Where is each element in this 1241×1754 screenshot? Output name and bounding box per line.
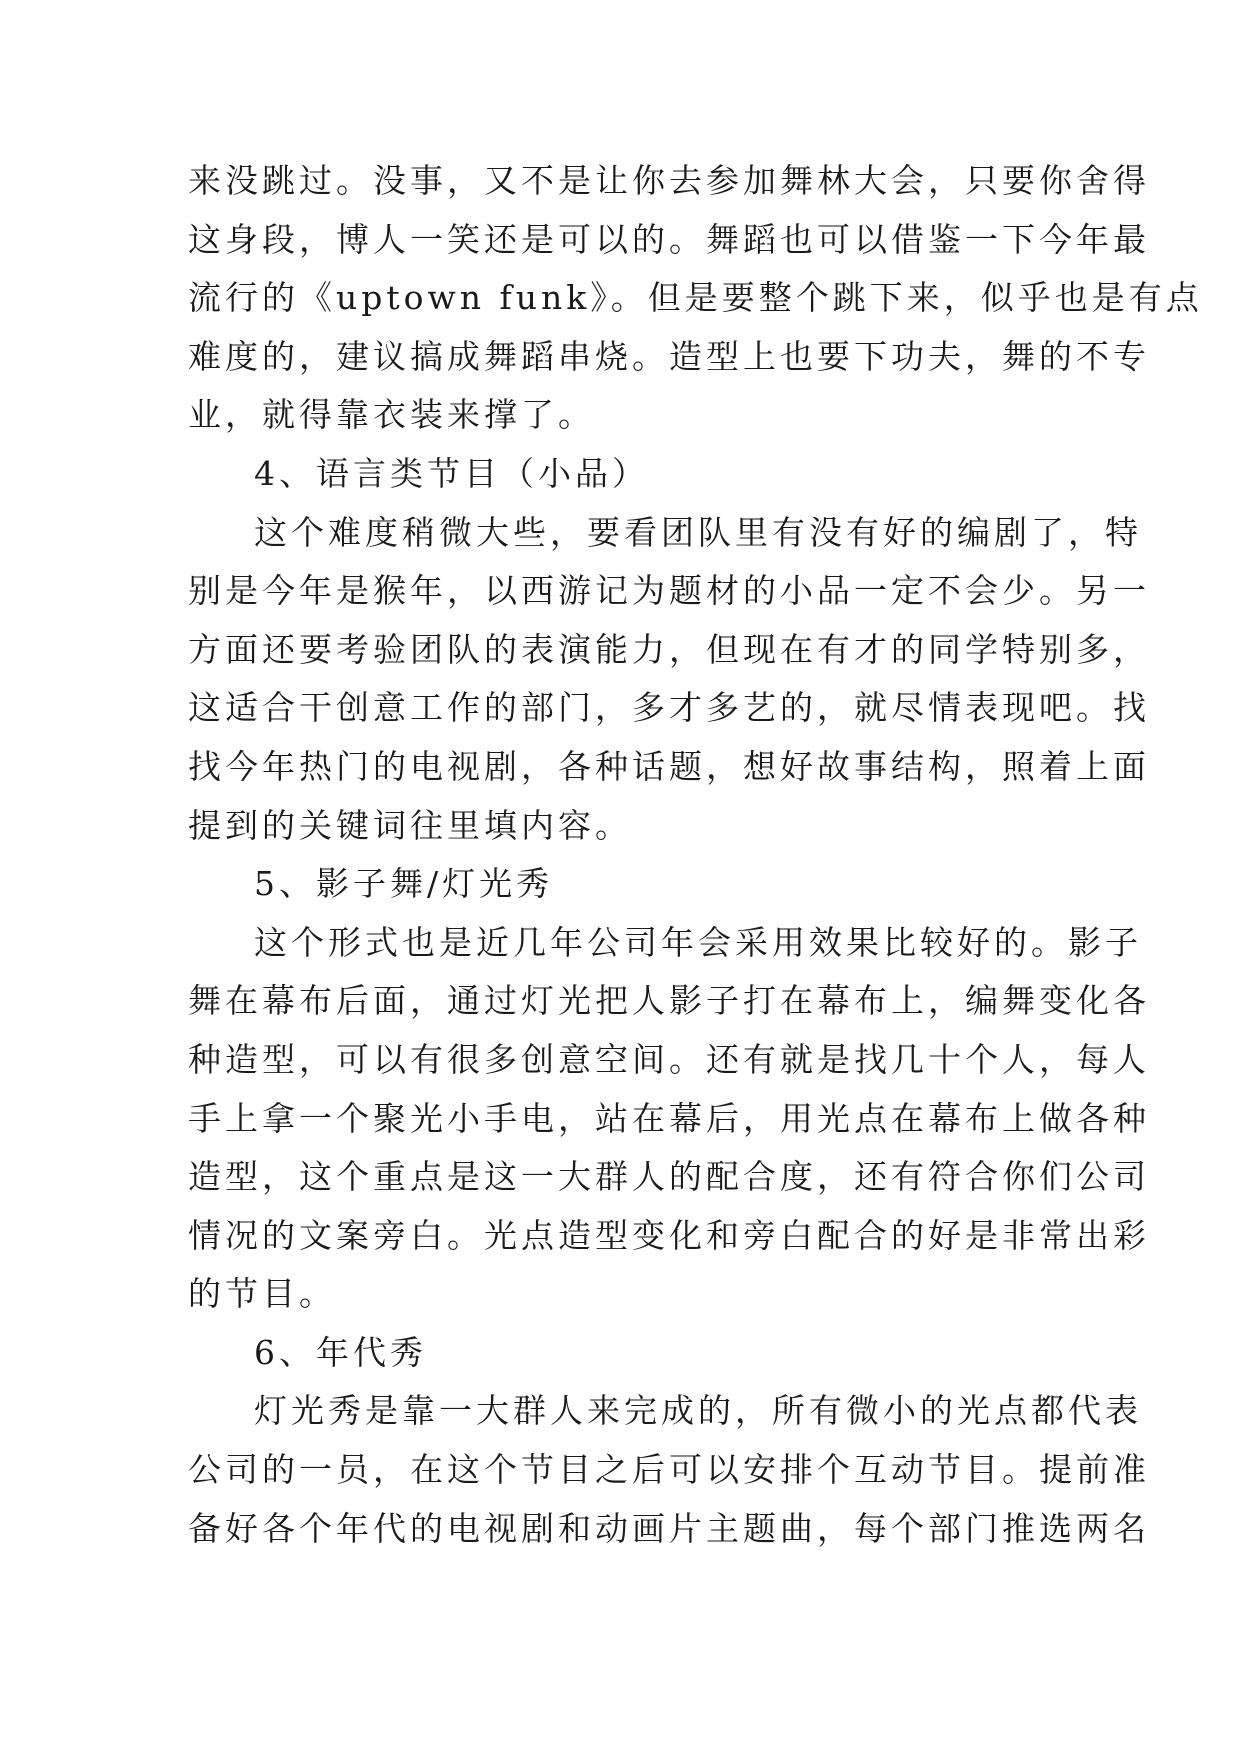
text-line: 方面还要考验团队的表演能力，但现在有才的同学特别多， [188,629,1150,669]
text-line: 这适合干创意工作的部门，多才多艺的，就尽情表现吧。找 [188,688,1150,728]
text-line: 流行的《uptown funk》。但是要整个跳下来，似乎也是有点 [188,278,1203,318]
text-line: 别是今年是猴年，以西游记为题材的小品一定不会少。另一 [188,571,1150,611]
text-line: 舞在幕布后面，通过灯光把人影子打在幕布上，编舞变化各 [188,981,1150,1021]
text-line: 公司的一员，在这个节目之后可以安排个互动节目。提前准 [188,1450,1150,1490]
text-line: 种造型，可以有很多创意空间。还有就是找几十个人，每人 [188,1039,1150,1079]
text-line: 找今年热门的电视剧，各种话题，想好故事结构，照着上面 [188,746,1150,786]
text-line: 这身段，博人一笑还是可以的。舞蹈也可以借鉴一下今年最 [188,219,1150,259]
text-line: 难度的，建议搞成舞蹈串烧。造型上也要下功夫，舞的不专 [188,336,1150,376]
text-line: 业，就得靠衣装来撑了。 [188,395,595,435]
text-line: 提到的关键词往里填内容。 [188,805,632,845]
paragraph-start-line: 这个形式也是近几年公司年会采用效果比较好的。影子 [254,922,1142,962]
document-body [188,152,1203,1558]
text-line: 造型，这个重点是这一大群人的配合度，还有符合你们公司 [188,1157,1150,1197]
paragraph-start-line: 5、影子舞/灯光秀 [254,864,554,904]
paragraph-start-line: 这个难度稍微大些，要看团队里有没有好的编剧了，特 [254,512,1142,552]
paragraph-start-line: 4、语言类节目（小品） [254,453,649,493]
text-line: 备好各个年代的电视剧和动画片主题曲，每个部门推选两名 [188,1508,1150,1548]
paragraph-start-line: 灯光秀是靠一大群人来完成的，所有微小的光点都代表 [254,1391,1142,1431]
paragraph-start-line: 6、年代秀 [254,1332,427,1372]
text-line: 手上拿一个聚光小手电，站在幕后，用光点在幕布上做各种 [188,1098,1150,1138]
text-line: 情况的文案旁白。光点造型变化和旁白配合的好是非常出彩 [188,1215,1150,1255]
text-line: 的节目。 [188,1274,336,1314]
text-line: 来没跳过。没事，又不是让你去参加舞林大会，只要你舍得 [188,161,1150,200]
